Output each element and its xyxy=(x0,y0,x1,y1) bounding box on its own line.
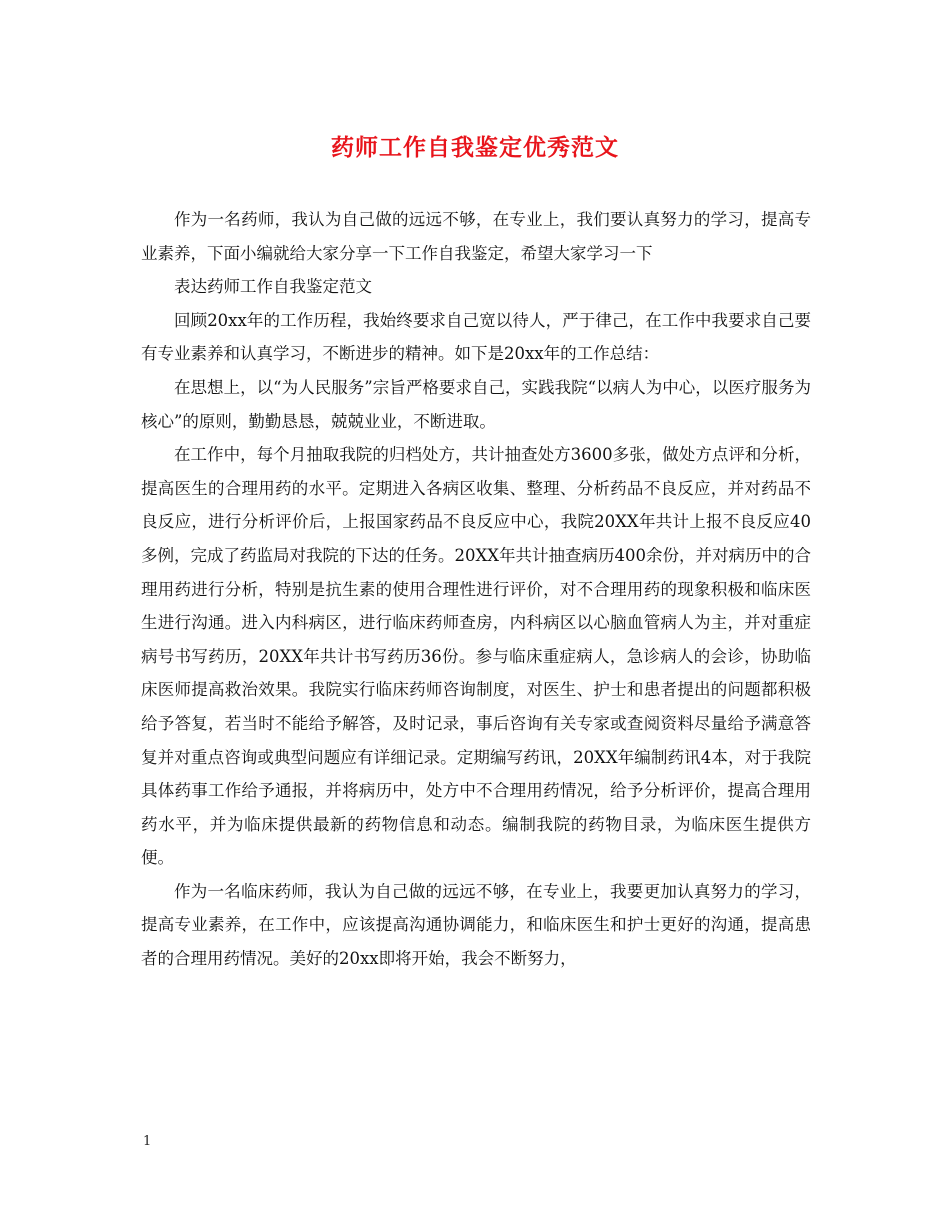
paragraph-work: 在工作中，每个月抽取我院的归档处方，共计抽查处方3600多张，做处方点评和分析，提高医生的合理用药的水平。定期进入各病区收集、整理、分析药品不良反应，并对药品不良反应，进行分析评价后，上报国家药品不良反应中心，我院20XX年共计上报不良反应40多例，完成了药监局对我院的下达的任务。20XX年共计抽查病历400余份，并对病历中的合理用药进行分析，特别是抗生素的使用合理性进行评价，对不合理用药的现象积极和临床医生进行沟通。进入内科病区，进行临床药师查房，内科病区以心脑血管病人为主，并对重症病号书写药历，20XX年共计书写药历36份。参与临床重症病人，急诊病人的会诊，协助临床医师提高救治效果。我院实行临床药师咨询制度，对医生、护士和患者提出的问题都积极给予答复，若当时不能给予解答，及时记录，事后咨询有关专家或查阅资料尽量给予满意答复并对重点咨询或典型问题应有详细记录。定期编写药讯，20XX年编制药讯4本，对于我院具体药事工作给予通报，并将病历中，处方中不合理用药情况，给予分析评价，提高合理用药水平，并为临床提供最新的药物信息和动态。编制我院的药物目录，为临床医生提供方便。 xyxy=(141,445,811,868)
document-body xyxy=(141,203,811,976)
document-title: 药师工作自我鉴定优秀范文 xyxy=(331,134,619,161)
paragraph-ideology: 在思想上，以“为人民服务”宗旨严格要求自己，实践我院“以病人为中心，以医疗服务为核心”的原则，勤勤恳恳，兢兢业业，不断进取。 xyxy=(141,377,811,431)
paragraph-subheading: 表达药师工作自我鉴定范文 xyxy=(174,277,372,297)
paragraph-intro: 作为一名药师，我认为自己做的远远不够，在专业上，我们要认真努力的学习，提高专业素养，下面小编就给大家分享一下工作自我鉴定，希望大家学习一下 xyxy=(141,210,811,263)
paragraph-conclusion: 作为一名临床药师，我认为自己做的远远不够，在专业上，我要更加认真努力的学习，提高专业素养，在工作中，应该提高沟通协调能力，和临床医生和护士更好的沟通，提高患者的合理用药情况。美好的20xx即将开始，我会不断努力， xyxy=(141,881,811,969)
paragraph-review: 回顾20xx年的工作历程，我始终要求自己宽以待人，严于律己，在工作中我要求自己要有专业素养和认真学习，不断进步的精神。如下是20xx年的工作总结： xyxy=(141,310,811,364)
page-number: 1 xyxy=(143,1134,152,1149)
